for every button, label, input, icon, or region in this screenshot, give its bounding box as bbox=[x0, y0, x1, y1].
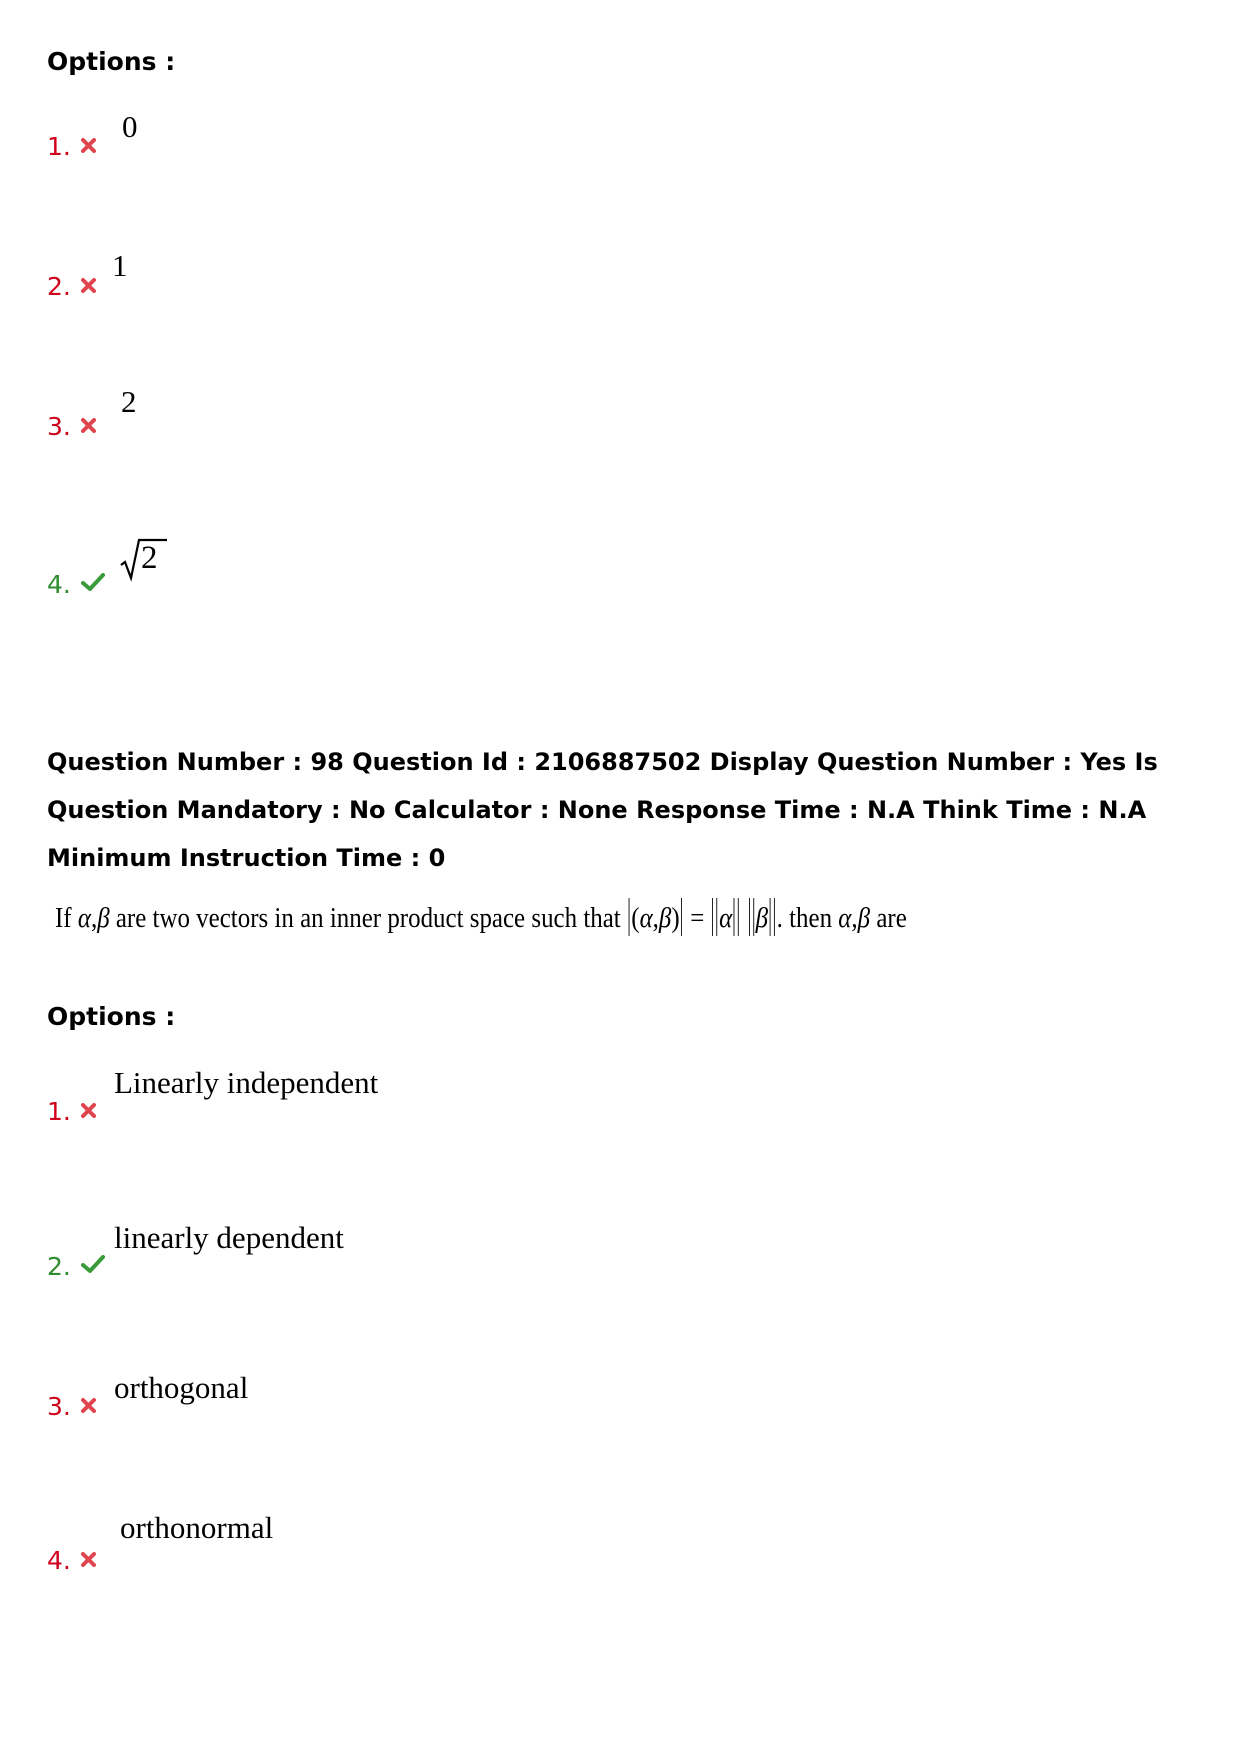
option-number: 1. bbox=[47, 132, 71, 161]
alpha-symbol: α bbox=[77, 902, 91, 934]
cross-icon bbox=[81, 1546, 96, 1571]
option-value: 1 bbox=[112, 248, 128, 283]
option-4 bbox=[47, 1546, 96, 1573]
option-text: orthonormal bbox=[120, 1510, 274, 1545]
option-text: Linearly independent bbox=[114, 1065, 379, 1100]
question-statement bbox=[55, 898, 907, 936]
stmt-comma: , bbox=[851, 902, 858, 934]
option-value: 2 bbox=[121, 384, 137, 419]
norm-bar bbox=[770, 898, 775, 936]
beta-symbol: β bbox=[658, 902, 672, 934]
stmt-paren: ) bbox=[671, 902, 680, 934]
norm-bar bbox=[712, 898, 717, 936]
sqrt-value bbox=[120, 538, 158, 576]
beta-symbol: β bbox=[97, 902, 110, 934]
beta-symbol: β bbox=[755, 902, 769, 934]
option-number: 2. bbox=[47, 272, 71, 301]
option-3 bbox=[47, 1392, 96, 1419]
alpha-symbol: α bbox=[838, 902, 852, 934]
option-3 bbox=[47, 412, 96, 439]
question-meta: Question Number : 98 Question Id : 2106887502 Display Question Number : Yes Is Question Mandatory : No Calculator : None Response Time : N.A Think Time : N.A Minimum Instruction Time : 0 bbox=[47, 748, 1158, 872]
option-1 bbox=[47, 1097, 96, 1124]
norm-bar bbox=[749, 898, 754, 936]
option-number: 2. bbox=[47, 1252, 71, 1281]
stmt-equals: = bbox=[683, 902, 711, 934]
beta-symbol: β bbox=[857, 902, 871, 934]
cross-icon bbox=[81, 412, 96, 437]
options-heading: Options : bbox=[47, 1002, 176, 1031]
option-2 bbox=[47, 272, 96, 299]
stmt-comma: , bbox=[652, 902, 659, 934]
check-icon bbox=[81, 1252, 105, 1277]
sqrt-radicand: 2 bbox=[141, 540, 158, 576]
cross-icon bbox=[81, 132, 96, 157]
option-2 bbox=[47, 1252, 105, 1279]
check-icon bbox=[81, 570, 105, 595]
option-4 bbox=[47, 570, 105, 597]
option-value: 0 bbox=[122, 109, 138, 144]
option-text: orthogonal bbox=[114, 1370, 249, 1405]
options-heading: Options : bbox=[47, 47, 176, 76]
cross-icon bbox=[81, 272, 96, 297]
abs-bar bbox=[629, 898, 630, 936]
stmt-comma: , bbox=[90, 902, 98, 934]
abs-bar bbox=[681, 898, 682, 936]
option-number: 3. bbox=[47, 1392, 71, 1421]
stmt-text: If bbox=[55, 902, 78, 934]
norm-bar bbox=[734, 898, 739, 936]
stmt-text: are bbox=[870, 902, 907, 934]
sqrt-expression bbox=[120, 538, 158, 576]
option-text: linearly dependent bbox=[114, 1220, 344, 1255]
stmt-text: . then bbox=[776, 902, 839, 934]
cross-icon bbox=[81, 1097, 96, 1122]
option-number: 4. bbox=[47, 570, 71, 599]
option-number: 1. bbox=[47, 1097, 71, 1126]
option-1 bbox=[47, 132, 96, 159]
alpha-symbol: α bbox=[719, 902, 733, 934]
option-number: 3. bbox=[47, 412, 71, 441]
stmt-text: are two vectors in an inner product space such that bbox=[109, 902, 627, 934]
cross-icon bbox=[81, 1392, 96, 1417]
option-number: 4. bbox=[47, 1546, 71, 1575]
alpha-symbol: α bbox=[639, 902, 653, 934]
stmt-paren: ( bbox=[631, 902, 640, 934]
